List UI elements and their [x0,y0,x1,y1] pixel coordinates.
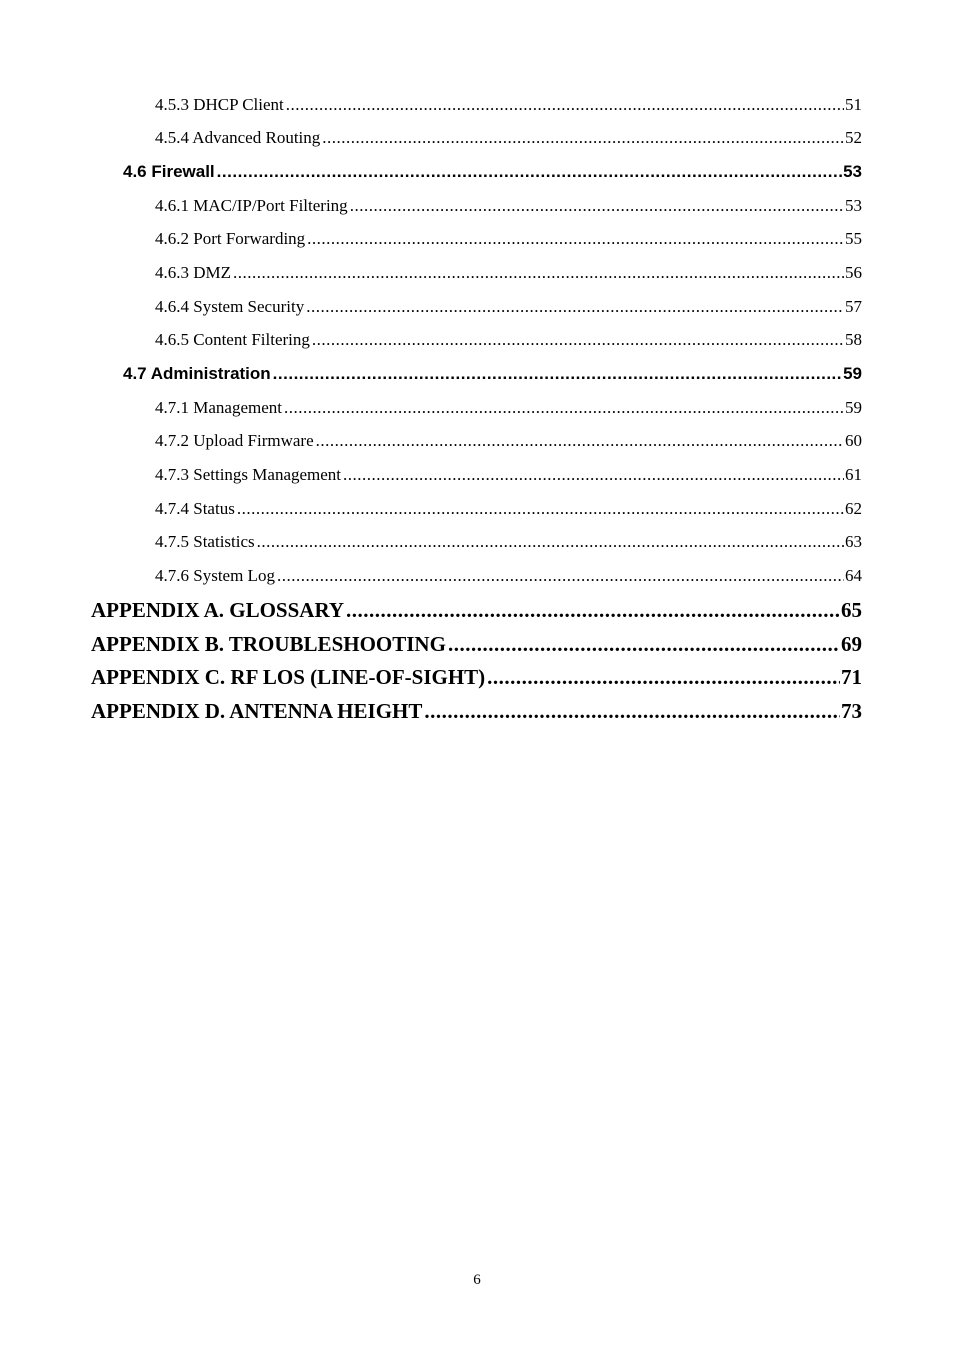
toc-leader [233,262,844,284]
toc-entry-label: APPENDIX C. RF LOS (LINE-OF-SIGHT) [91,665,486,689]
toc-entry-label: 4.7.2 Upload Firmware [155,431,314,450]
toc-leader [217,161,842,183]
toc-entry-page: 64 [845,566,862,585]
page-number: 6 [473,1272,481,1288]
toc-entry-page: 56 [845,263,862,282]
toc-entry-appendix[interactable] [91,596,862,624]
toc-leader [343,464,844,486]
toc-entry-page: 51 [845,95,862,114]
toc-leader [346,596,840,624]
toc-entry-label: APPENDIX B. TROUBLESHOOTING [91,632,446,656]
toc-entry-label: 4.7.6 System Log [155,566,275,585]
toc-leader [237,498,844,520]
toc-entry[interactable] [155,565,862,587]
toc-entry-label: 4.5.3 DHCP Client [155,95,284,114]
toc-entry-label: APPENDIX A. GLOSSARY [91,598,345,622]
toc-entry-page: 65 [841,598,862,622]
toc-entry-label: 4.6.4 System Security [155,297,305,316]
toc-entry-page: 73 [841,699,862,723]
toc-entry-label: 4.5.4 Advanced Routing [155,128,321,147]
toc-leader [273,363,842,385]
toc-entry-section[interactable] [123,363,862,385]
toc-entry-label: 4.6 Firewall [123,162,215,181]
toc-leader [306,296,844,318]
toc-entry-page: 59 [845,398,862,417]
toc-entry-label: 4.6.2 Port Forwarding [155,229,306,248]
toc-entry-page: 60 [845,431,862,450]
toc-entry-appendix[interactable] [91,663,862,691]
toc-leader [284,397,844,419]
toc-entry[interactable] [155,228,862,250]
toc-entry[interactable] [155,195,862,217]
toc-entry[interactable] [155,397,862,419]
toc-entry-label: 4.6.3 DMZ [155,263,232,282]
toc-entry[interactable] [155,531,862,553]
toc-entry[interactable] [155,262,862,284]
toc-entry[interactable] [155,127,862,149]
toc-entry-page: 69 [841,632,862,656]
toc-leader [316,430,844,452]
toc-leader [487,663,840,691]
toc-entry-label: 4.6.5 Content Filtering [155,330,310,349]
toc-entry-page: 55 [845,229,862,248]
toc-entry[interactable] [155,430,862,452]
toc-entry-appendix[interactable] [91,697,862,725]
toc-leader [448,630,840,658]
toc-leader [307,228,844,250]
toc-entry-label: 4.7.1 Management [155,398,282,417]
toc-entry-page: 53 [843,162,862,181]
toc-entry[interactable] [155,296,862,318]
toc-entry-section[interactable] [123,161,862,183]
toc-entry-page: 59 [843,364,862,383]
toc-entry-label: 4.7.3 Settings Management [155,465,342,484]
toc-leader [350,195,844,217]
toc-entry-appendix[interactable] [91,630,862,658]
toc-entry-page: 71 [841,665,862,689]
toc-entry-page: 58 [845,330,862,349]
toc-entry-label: 4.7.4 Status [155,499,235,518]
toc-entry[interactable] [155,329,862,351]
toc-entry-page: 57 [845,297,862,316]
toc-entry[interactable] [155,498,862,520]
toc-leader [277,565,844,587]
toc-entry-page: 62 [845,499,862,518]
toc-leader [312,329,844,351]
toc-entry-label: APPENDIX D. ANTENNA HEIGHT [91,699,423,723]
toc-leader [257,531,844,553]
toc-entry-label: 4.7.5 Statistics [155,532,255,551]
toc-entry[interactable] [155,464,862,486]
toc-entry-page: 61 [845,465,862,484]
toc-entry-page: 53 [845,196,862,215]
toc-leader [322,127,844,149]
toc-entry-page: 63 [845,532,862,551]
toc-leader [424,697,840,725]
toc-entry-page: 52 [845,128,862,147]
toc-entry-label: 4.6.1 MAC/IP/Port Filtering [155,196,348,215]
toc-entry-label: 4.7 Administration [123,364,271,383]
toc-entry[interactable] [155,94,862,116]
toc-leader [286,94,844,116]
